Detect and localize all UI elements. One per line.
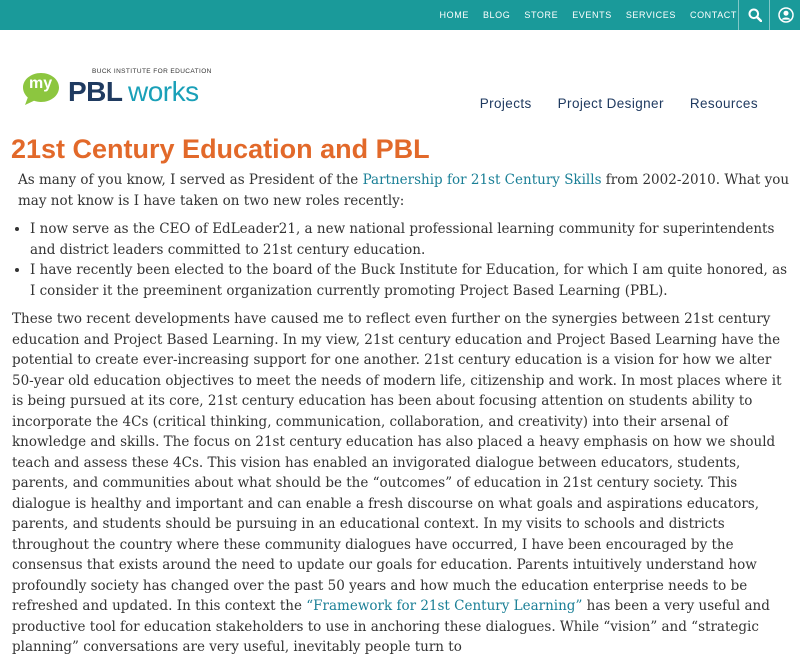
nav-project-designer-link[interactable]: Project Designer [557,96,664,111]
site-logo[interactable] [22,66,247,112]
nav-resources-link[interactable]: Resources [689,96,758,111]
nav-blog-link[interactable]: BLOG [482,10,511,20]
nav-projects-link[interactable]: Projects [479,96,532,111]
intro-paragraph [12,170,792,211]
list-item: • I now serve as the CEO of EdLeader21, a new national professional learning community for superintendents and district leaders committed to 21st century education. [30,219,792,260]
logo-my-text: my [29,75,53,92]
main-nav [480,96,758,111]
article-body [12,170,792,658]
user-icon [778,7,794,23]
nav-home-link[interactable]: HOME [439,10,469,20]
intro-text-end: from 2002-2010. What you may not know is I have taken on two new roles recently: [18,172,790,209]
nav-contact-link[interactable]: CONTACT [689,10,737,20]
utility-nav [440,0,737,30]
search-icon [748,8,762,22]
body-paragraph [12,309,792,658]
nav-services-link[interactable]: SERVICES [625,10,676,20]
page-title: 21st Century Education and PBL [11,134,430,164]
search-button[interactable] [738,0,770,30]
body-text-end: has been a very useful and productive tool for education stakeholders to use in anchoring these dialogues. While “vision” and “strategic planning” conversations are very useful, inevitably people turn to [12,598,770,655]
body-text-start: These two recent developments have caused me to reflect even further on the synergies between 21st century education and Project Based Learning. In my view, 21st century education and Project Based Learning have the potential to create ever-increasing support for one another. 21st century education is a vision for how we alter 50-year old education objectives to meet the needs of modern life, citizenship and work. In most places where it is being pursued at its core, 21st century education has been about focusing attention on students ability to incorporate the 4Cs (critical thinking, communication, collaboration, and creativity) into their arsenal of knowledge and skills. The focus on 21st century education has also placed a heavy emphasis on how we should teach and assess these 4Cs. This vision has enabled an invigorated dialogue between educators, students, parents, and communities about what should be the “outcomes” of education in 21st century society. This dialogue is healthy and important and can enable a fresh discourse on what goals and aspirations educators, parents, and students should be pursuing in an educational context. In my visits to schools and districts throughout the country where these community dialogues have occurred, I have been encouraged by the consensus that exists around the need to update our goals for education. Parents intuitively understand how profoundly society has changed over the past 50 years and how much the education enterprise needs to be refreshed and updated. In this context the [12,311,782,614]
logo-works-text: works [128,76,199,107]
logo-pbl-text: PBL [68,76,123,107]
account-button[interactable] [769,0,800,30]
nav-events-link[interactable]: EVENTS [572,10,612,20]
nav-store-link[interactable]: STORE [524,10,559,20]
p21-link[interactable]: Partnership for 21st Century Skills [362,172,602,188]
logo-subtitle: BUCK INSTITUTE FOR EDUCATION [92,68,212,75]
roles-list [12,219,792,301]
framework-link[interactable]: “Framework for 21st Century Learning” [306,598,583,614]
top-bar [0,0,800,30]
intro-text-start: As many of you know, I served as President of the [18,172,363,188]
list-item: • I have recently been elected to the board of the Buck Institute for Education, for which I am quite honored, as I consider it the preeminent organization currently promoting Project Based Learning (PBL). [30,260,792,301]
